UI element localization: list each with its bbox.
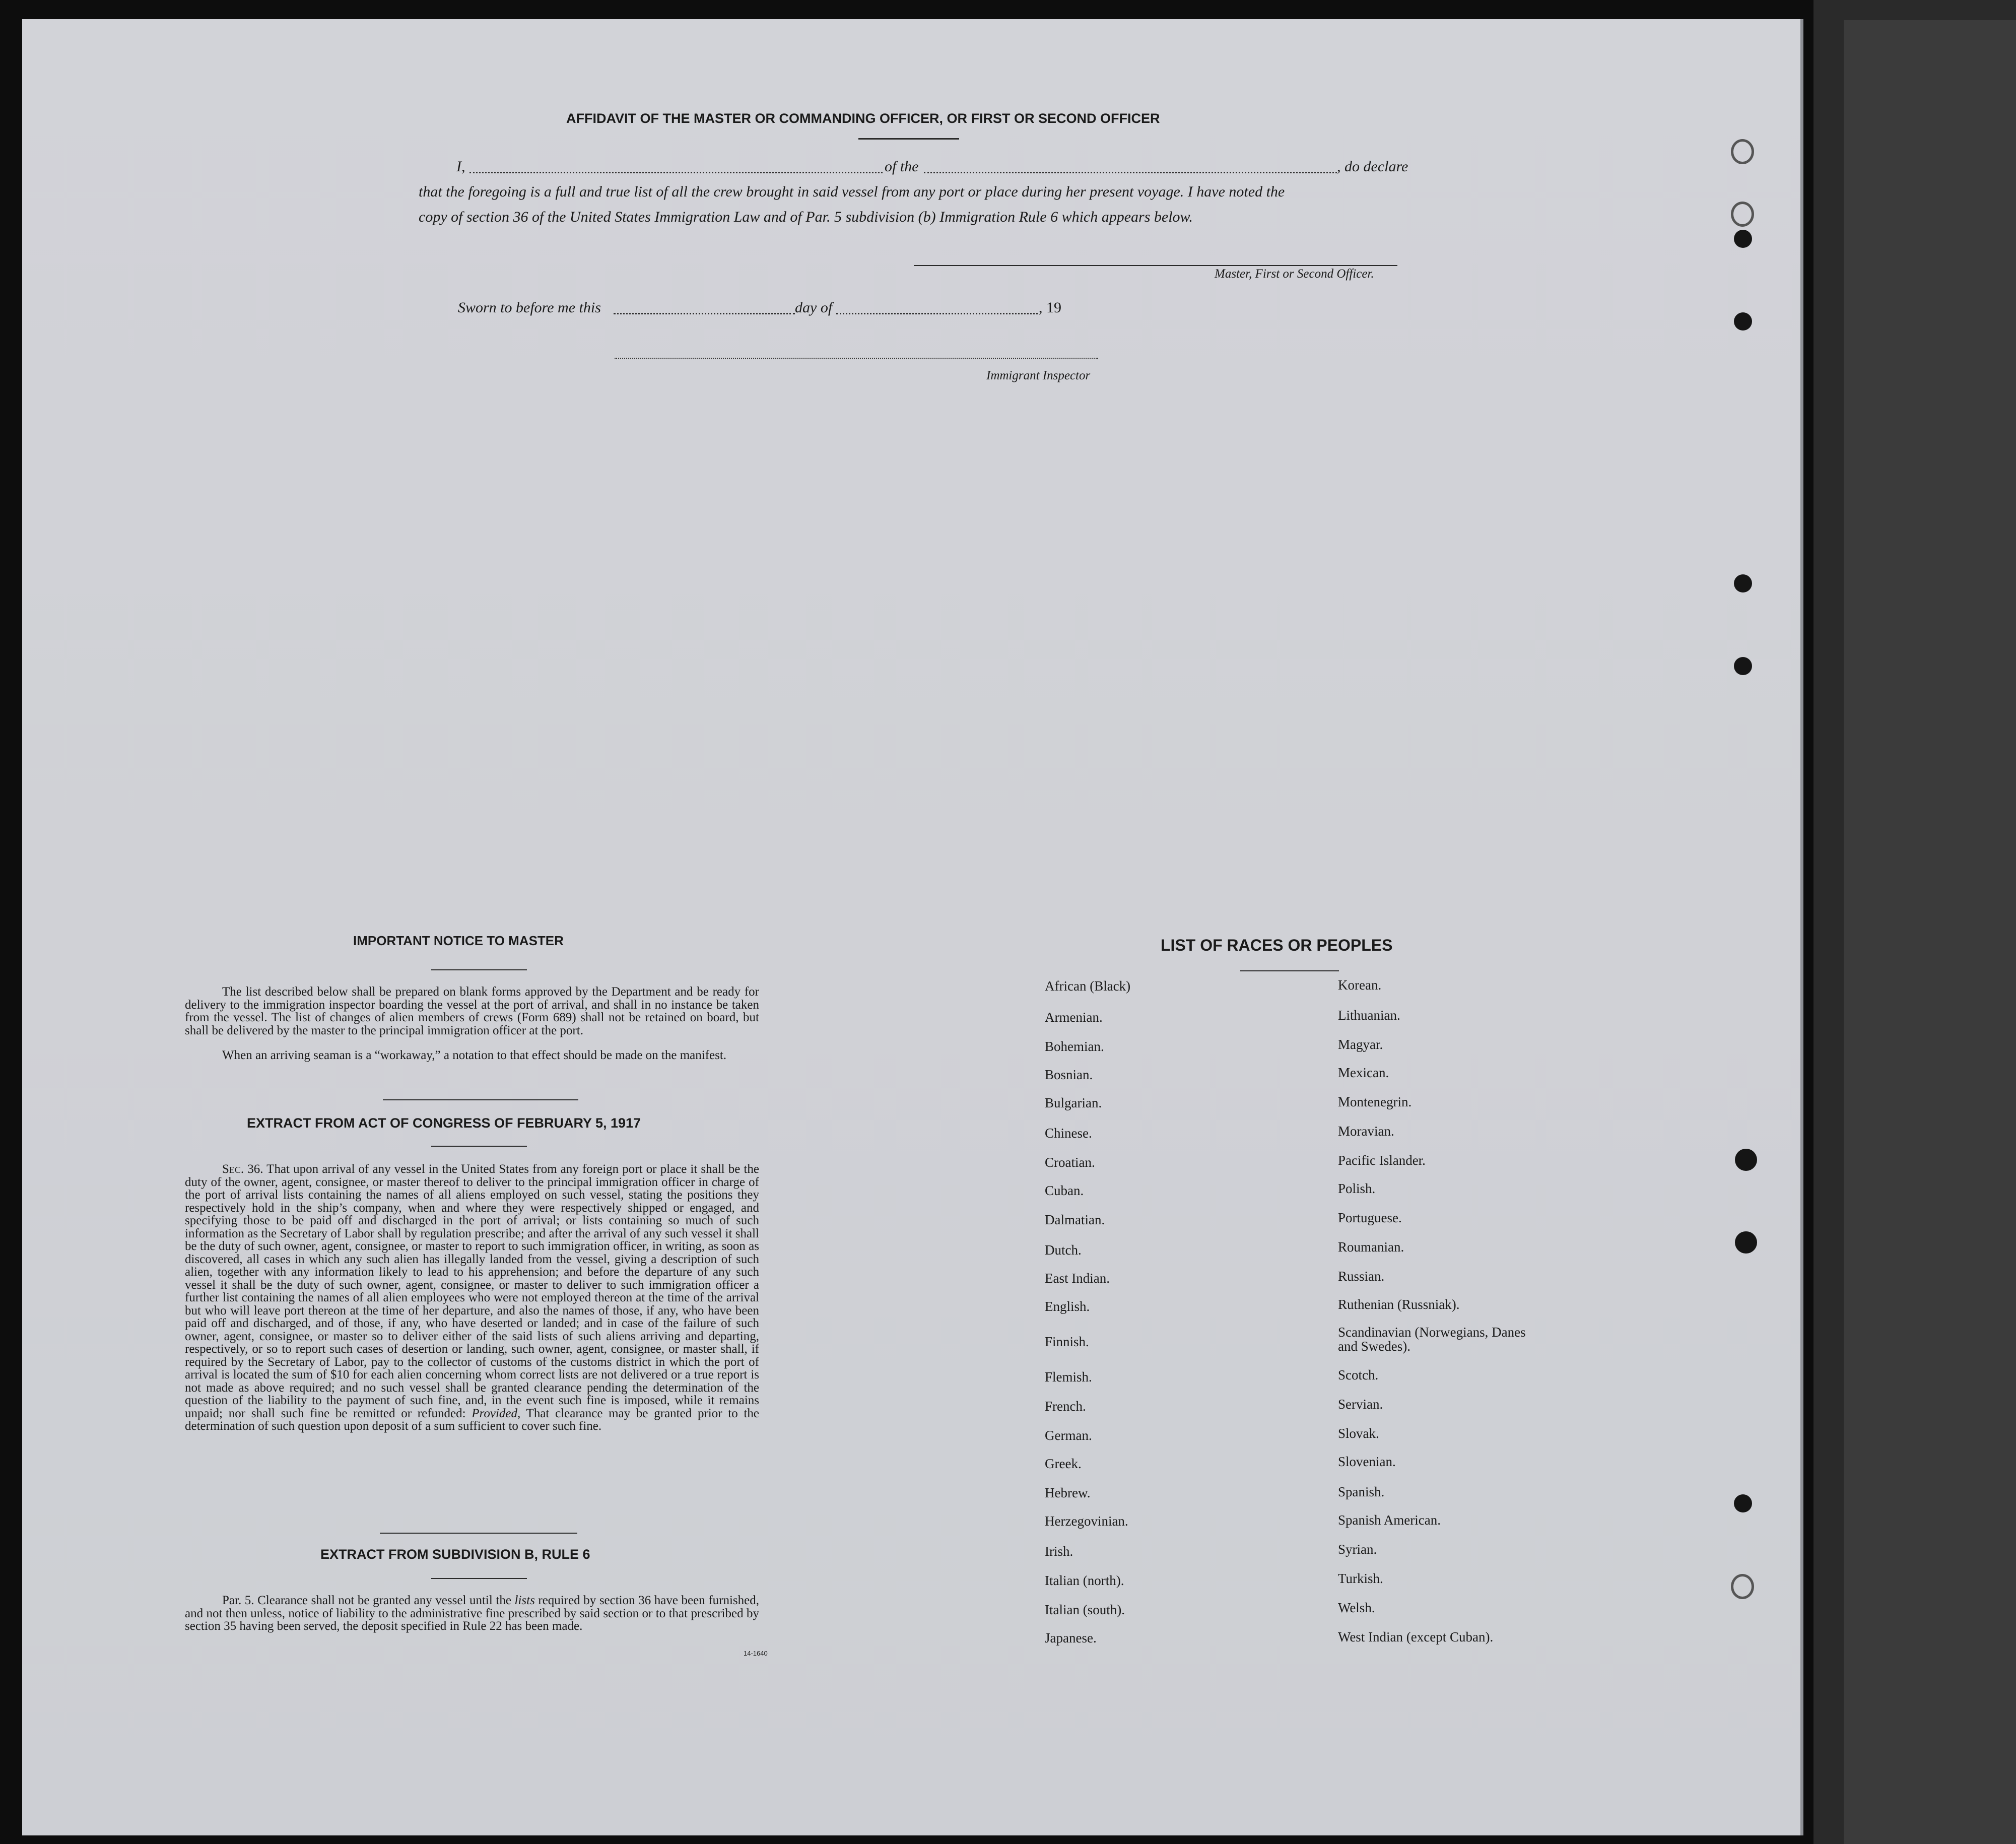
sworn-year-label: , 19 <box>1039 299 1061 316</box>
race-item: Spanish. <box>1338 1484 1385 1499</box>
act-section-36 <box>185 1163 759 1433</box>
race-item: Portuguese. <box>1338 1210 1402 1225</box>
rule-title-bottom-rule <box>431 1578 527 1579</box>
scanner-background-shadow <box>1844 20 2016 1844</box>
master-signature-caption: Master, First or Second Officer. <box>1215 267 1374 281</box>
race-item: Bosnian. <box>1045 1067 1093 1082</box>
race-item: Moravian. <box>1338 1124 1394 1139</box>
punch-hole <box>1734 312 1752 331</box>
inspector-signature-line <box>615 358 1098 359</box>
races-title-rule <box>1240 970 1339 971</box>
race-item: West Indian (except Cuban). <box>1338 1629 1494 1644</box>
race-item: Scotch. <box>1338 1367 1379 1382</box>
race-item: Russian. <box>1338 1269 1385 1284</box>
affidavit-line-3: copy of section 36 of the United States Immigration Law and of Par. 5 subdivision (b) Immigration Rule 6 which appears below. <box>419 209 1193 225</box>
sworn-label: Sworn to before me this <box>458 299 601 316</box>
punch-hole <box>1734 657 1752 675</box>
notice-paragraph-2: When an arriving seaman is a “workaway,” a notation to that effect should be made on the manifest. <box>222 1048 727 1062</box>
punch-hole <box>1731 139 1754 164</box>
punch-hole <box>1734 230 1752 248</box>
form-number: 14-1640 <box>744 1650 768 1657</box>
rule-body-a: Par. 5. Clearance shall not be granted any vessel until the <box>222 1594 511 1607</box>
punch-hole <box>1735 1149 1757 1171</box>
rule-title-top-rule <box>380 1533 577 1534</box>
affidavit-title-rule <box>858 138 959 140</box>
race-item: Roumanian. <box>1338 1239 1404 1255</box>
race-item: Polish. <box>1338 1181 1376 1196</box>
race-item: Flemish. <box>1045 1369 1092 1385</box>
race-item: Armenian. <box>1045 1010 1103 1025</box>
race-item: African (Black) <box>1045 978 1131 994</box>
document-page <box>22 19 1803 1835</box>
race-item: Slovenian. <box>1338 1454 1396 1469</box>
punch-hole <box>1735 1231 1757 1254</box>
act-section-end: That clearance may be granted prior to the determination of such question upon deposit of a sum sufficient to cover such fine. <box>185 1406 759 1433</box>
act-title-top-rule <box>383 1099 578 1100</box>
race-item: Mexican. <box>1338 1065 1389 1080</box>
race-item: German. <box>1045 1428 1092 1443</box>
notice-title-rule <box>431 969 527 970</box>
race-item: Dalmatian. <box>1045 1212 1105 1227</box>
race-item: East Indian. <box>1045 1271 1110 1286</box>
race-item: Croatian. <box>1045 1155 1095 1170</box>
race-item: Italian (south). <box>1045 1602 1125 1617</box>
punch-hole <box>1734 1494 1752 1512</box>
race-item: Cuban. <box>1045 1183 1084 1198</box>
races-title: LIST OF RACES OR PEOPLES <box>1161 936 1393 954</box>
race-item: French. <box>1045 1399 1086 1414</box>
punch-hole <box>1734 574 1752 592</box>
act-title-bottom-rule <box>431 1146 527 1147</box>
rule-paragraph <box>185 1594 759 1633</box>
race-item: Magyar. <box>1338 1037 1383 1052</box>
master-signature-line <box>914 265 1397 266</box>
sworn-day-of-label: day of <box>795 299 833 316</box>
affidavit-vessel-line <box>924 172 1337 173</box>
affidavit-do-declare: , do declare <box>1337 158 1408 175</box>
act-title: EXTRACT FROM ACT OF CONGRESS OF FEBRUARY 5, 1917 <box>247 1115 641 1131</box>
race-item: Herzegovinian. <box>1045 1513 1128 1529</box>
notice-title: IMPORTANT NOTICE TO MASTER <box>353 933 564 948</box>
race-item: Turkish. <box>1338 1571 1383 1586</box>
sworn-month-line <box>836 313 1038 314</box>
race-item: Irish. <box>1045 1544 1073 1559</box>
race-item: Servian. <box>1338 1397 1383 1412</box>
affidavit-of-the-label: of the <box>885 158 919 175</box>
race-item: Finnish. <box>1045 1334 1089 1349</box>
race-item: Scandinavian (Norwegians, Danes and Swedes). <box>1338 1325 1526 1354</box>
race-item: Montenegrin. <box>1338 1094 1412 1109</box>
affidavit-name-line <box>469 172 883 173</box>
sworn-day-line <box>614 313 795 314</box>
act-section-label: Sec. 36. <box>222 1162 263 1176</box>
race-item: Lithuanian. <box>1338 1008 1400 1023</box>
race-item: Dutch. <box>1045 1242 1082 1258</box>
punch-hole <box>1731 1574 1754 1599</box>
race-item: Korean. <box>1338 977 1382 993</box>
race-item: Italian (north). <box>1045 1573 1124 1588</box>
affidavit-i-label: I, <box>456 158 465 175</box>
rule-body-b: required by section 36 have been furnished, and not then unless, notice of liability to the administrative fine prescribed by said section or to that prescribed by section 35 having been served, the deposit specified in Rule 22 has been made. <box>185 1594 759 1633</box>
notice-paragraph-1: The list described below shall be prepared on blank forms approved by the Department and be ready for delivery to the immigration inspector boarding the vessel at the port of arrival, and shall in no instance be taken from the vessel. The list of changes of alien members of crews (Form 689) shall not be retained on board, but shall be delivered by the master to the principal immigration officer at the port. <box>185 985 759 1037</box>
affidavit-title: AFFIDAVIT OF THE MASTER OR COMMANDING OFFICER, OR FIRST OR SECOND OFFICER <box>566 111 1160 126</box>
rule-lists-word: lists <box>514 1594 535 1607</box>
inspector-caption: Immigrant Inspector <box>986 369 1091 382</box>
act-provided: Provided, <box>472 1406 521 1420</box>
race-item: Greek. <box>1045 1456 1082 1471</box>
affidavit-line-2: that the foregoing is a full and true list of all the crew brought in said vessel from any port or place during her present voyage. I have noted the <box>419 183 1285 200</box>
rule-title: EXTRACT FROM SUBDIVISION B, RULE 6 <box>320 1547 590 1562</box>
race-item: Spanish American. <box>1338 1512 1441 1528</box>
race-item: Slovak. <box>1338 1426 1379 1441</box>
race-item: Welsh. <box>1338 1600 1375 1615</box>
race-item: Bohemian. <box>1045 1039 1104 1054</box>
race-item: Pacific Islander. <box>1338 1153 1426 1168</box>
act-section-body: That upon arrival of any vessel in the United States from any foreign port or place it shall be the duty of the owner, agent, consignee, or master thereof to deliver to the principal immigration officer in charge of the port of arrival lists containing the names of all aliens employed on such vessel, stating the positions they respectively hold in the ship’s company, when and where they were respectively shipped or engaged, and specifying those to be paid off and discharged in the port of arrival; or lists containing so much of such information as the Secretary of Labor shall by regulation prescribe; and after the arrival of any such vessel it shall be the duty of such owner, agent, consignee, or master to report to such immigration officer, in writing, as soon as discovered, all cases in which any such alien has illegally landed from the vessel, giving a description of such alien, together with any information likely to lead to his apprehension; and before the departure of any such vessel it shall be the duty of such owner, agent, consignee, or master to deliver to such immigration officer a further list containing the names of all alien employees who were not employed thereon at the time of the arrival but who will leave port thereon at the time of her departure, and also the names of those, if any, who have been paid off and discharged, and of those, if any, who have deserted or landed; and in case of the failure of such owner, agent, consignee, or master so to deliver either of the said lists of such aliens arriving and departing, respectively, or so to report such cases of desertion or landing, such owner, agent, consignee, or master shall, if required by the Secretary of Labor, pay to the collector of customs of the customs district in which the port of arrival is located the sum of $10 for each alien concerning whom correct lists are not delivered or a true report is not made as above required; and no such vessel shall be granted clearance pending the determination of the question of the liability to the payment of such fine, and, in the event such fine is imposed, while it remains unpaid; nor shall such fine be remitted or refunded: <box>185 1162 759 1420</box>
race-item: Bulgarian. <box>1045 1095 1102 1110</box>
race-item: English. <box>1045 1299 1090 1314</box>
race-item: Chinese. <box>1045 1126 1092 1141</box>
race-item: Japanese. <box>1045 1630 1097 1645</box>
race-item: Ruthenian (Russniak). <box>1338 1297 1460 1312</box>
race-item: Syrian. <box>1338 1542 1377 1557</box>
race-item: Hebrew. <box>1045 1485 1091 1500</box>
punch-hole <box>1731 202 1754 227</box>
